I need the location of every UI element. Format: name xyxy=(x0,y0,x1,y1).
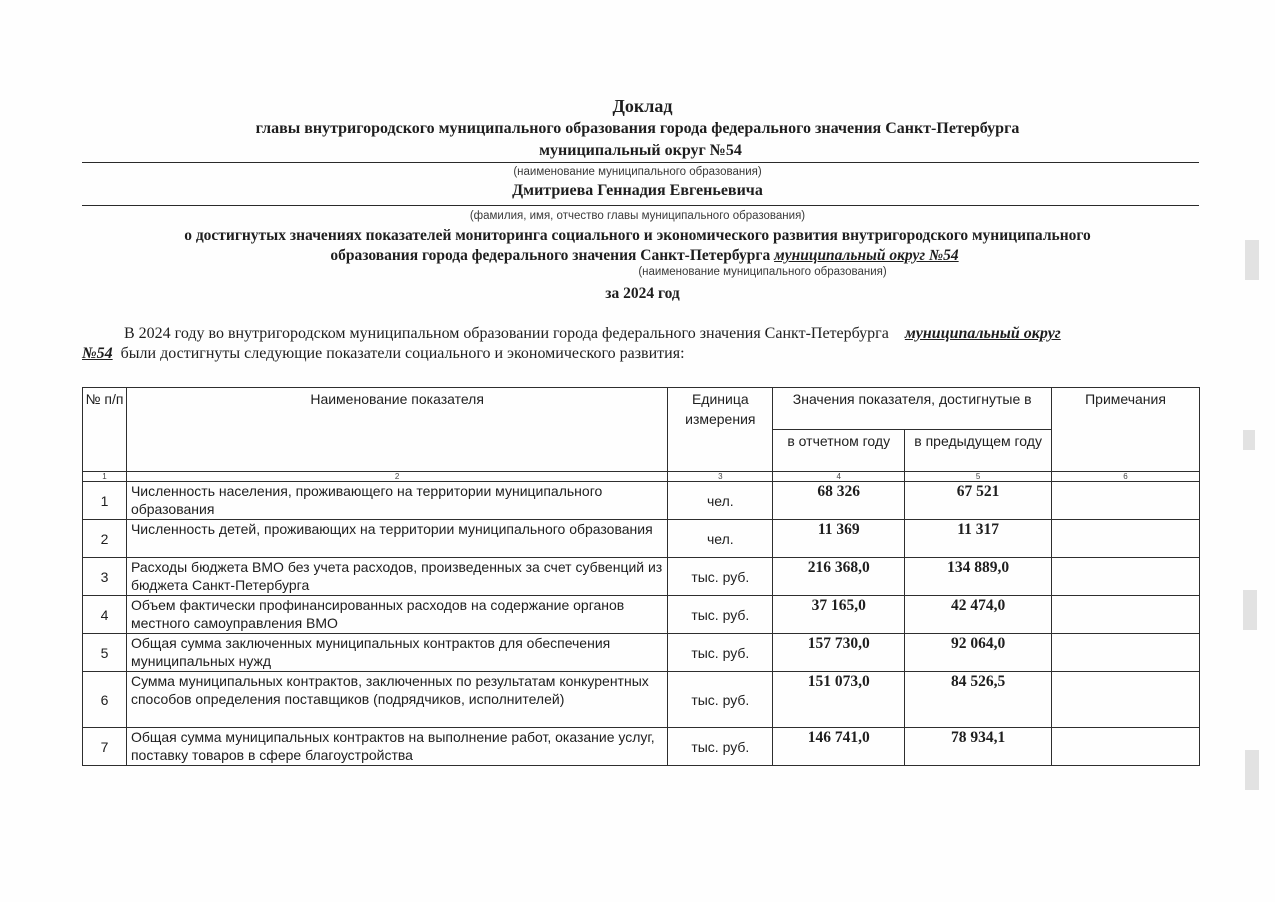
value-previous-year: 11 317 xyxy=(905,520,1052,558)
report-subject-okrug: муниципальный округ №54 xyxy=(774,247,959,264)
scan-artifact xyxy=(1245,240,1259,280)
value-current-year: 151 073,0 xyxy=(773,672,905,728)
unit-of-measure: тыс. руб. xyxy=(668,728,773,766)
indicator-name: Общая сумма заключенных муниципальных контрактов для обеспечения муниципальных нужд xyxy=(126,634,667,672)
intro-line-1 xyxy=(82,324,1207,344)
indicators-table xyxy=(82,387,1200,766)
table-row xyxy=(83,596,1200,634)
municipality-caption-2: (наименование муниципального образования) xyxy=(638,266,887,278)
value-current-year: 11 369 xyxy=(773,520,905,558)
head-name: Дмитриева Геннадия Евгеньевича xyxy=(512,182,763,199)
row-note xyxy=(1052,728,1200,766)
report-year: за 2024 год xyxy=(605,285,680,302)
value-current-year: 68 326 xyxy=(773,482,905,520)
value-current-year: 216 368,0 xyxy=(773,558,905,596)
table-header-row xyxy=(83,388,1200,430)
intro-text: В 2024 году во внутригородском муниципальном образовании города федерального значения Санкт-Петербурга xyxy=(124,325,889,342)
value-previous-year: 42 474,0 xyxy=(905,596,1052,634)
scan-artifact xyxy=(1243,430,1255,450)
value-current-year: 146 741,0 xyxy=(773,728,905,766)
unit-of-measure: чел. xyxy=(668,520,773,558)
report-subject-prefix: образования города федерального значения Санкт-Петербурга xyxy=(330,247,771,264)
municipality-caption: (наименование муниципального образования) xyxy=(513,166,762,178)
municipality-underline xyxy=(82,162,1199,163)
header-values: Значения показателя, достигнутые в xyxy=(773,388,1052,430)
row-note xyxy=(1052,672,1200,728)
row-number: 5 xyxy=(83,634,127,672)
indicator-name: Численность населения, проживающего на территории муниципального образования xyxy=(126,482,667,520)
column-number: 1 xyxy=(83,472,127,482)
row-note xyxy=(1052,482,1200,520)
municipality-name: муниципальный округ №54 xyxy=(539,142,742,159)
scan-artifact xyxy=(1245,750,1259,790)
header-unit: Единица измерения xyxy=(668,388,773,472)
value-previous-year: 92 064,0 xyxy=(905,634,1052,672)
header-name: Наименование показателя xyxy=(126,388,667,472)
unit-of-measure: чел. xyxy=(668,482,773,520)
intro-paragraph xyxy=(82,324,1207,364)
indicator-name: Расходы бюджета ВМО без учета расходов, произведенных за счет субвенций из бюджета Санкт-Петербурга xyxy=(126,558,667,596)
table-row xyxy=(83,728,1200,766)
header-no: № п/п xyxy=(83,388,127,472)
document-subtitle: главы внутригородского муниципального образования города федерального значения Санкт-Петербурга xyxy=(255,120,1020,137)
table-row xyxy=(83,520,1200,558)
report-subject-line-2 xyxy=(7,247,1275,265)
value-previous-year: 134 889,0 xyxy=(905,558,1052,596)
header-notes: Примечания xyxy=(1052,388,1200,472)
value-current-year: 157 730,0 xyxy=(773,634,905,672)
unit-of-measure: тыс. руб. xyxy=(668,558,773,596)
value-previous-year: 84 526,5 xyxy=(905,672,1052,728)
scan-artifact xyxy=(1243,590,1257,630)
column-number: 4 xyxy=(773,472,905,482)
head-name-underline xyxy=(82,205,1199,206)
row-note xyxy=(1052,558,1200,596)
report-subject-line-1: о достигнутых значениях показателей мониторинга социального и экономического развития внутригородского муниципального xyxy=(184,227,1091,244)
indicator-name: Общая сумма муниципальных контрактов на выполнение работ, оказание услуг, поставку товаров в сфере благоустройства xyxy=(126,728,667,766)
column-number: 6 xyxy=(1052,472,1200,482)
intro-okrug: муниципальный округ xyxy=(904,325,1061,342)
unit-of-measure: тыс. руб. xyxy=(668,672,773,728)
row-number: 7 xyxy=(83,728,127,766)
row-number: 6 xyxy=(83,672,127,728)
column-number-row xyxy=(83,472,1200,482)
value-previous-year: 78 934,1 xyxy=(905,728,1052,766)
row-number: 4 xyxy=(83,596,127,634)
head-name-caption: (фамилия, имя, отчество главы муниципального образования) xyxy=(469,210,806,222)
indicator-name: Численность детей, проживающих на территории муниципального образования xyxy=(126,520,667,558)
header-previous-year: в предыдущем году xyxy=(905,430,1052,472)
intro-line-2 xyxy=(82,344,1207,364)
table-row xyxy=(83,482,1200,520)
column-number: 3 xyxy=(668,472,773,482)
table-row xyxy=(83,558,1200,596)
table-row xyxy=(83,672,1200,728)
row-note xyxy=(1052,596,1200,634)
table-row xyxy=(83,634,1200,672)
row-note xyxy=(1052,634,1200,672)
column-number: 5 xyxy=(905,472,1052,482)
indicator-name: Объем фактически профинансированных расходов на содержание органов местного самоуправления ВМО xyxy=(126,596,667,634)
intro-okrug-number: №54 xyxy=(82,345,113,362)
header-current-year: в отчетном году xyxy=(773,430,905,472)
row-number: 2 xyxy=(83,520,127,558)
row-number: 3 xyxy=(83,558,127,596)
value-previous-year: 67 521 xyxy=(905,482,1052,520)
value-current-year: 37 165,0 xyxy=(773,596,905,634)
column-number: 2 xyxy=(126,472,667,482)
indicator-name: Сумма муниципальных контрактов, заключенных по результатам конкурентных способов определения поставщиков (подрядчиков, исполнителей) xyxy=(126,672,667,728)
row-number: 1 xyxy=(83,482,127,520)
unit-of-measure: тыс. руб. xyxy=(668,634,773,672)
document-title: Доклад xyxy=(612,96,673,116)
row-note xyxy=(1052,520,1200,558)
intro-text-end: были достигнуты следующие показатели социального и экономического развития: xyxy=(120,345,685,362)
unit-of-measure: тыс. руб. xyxy=(668,596,773,634)
